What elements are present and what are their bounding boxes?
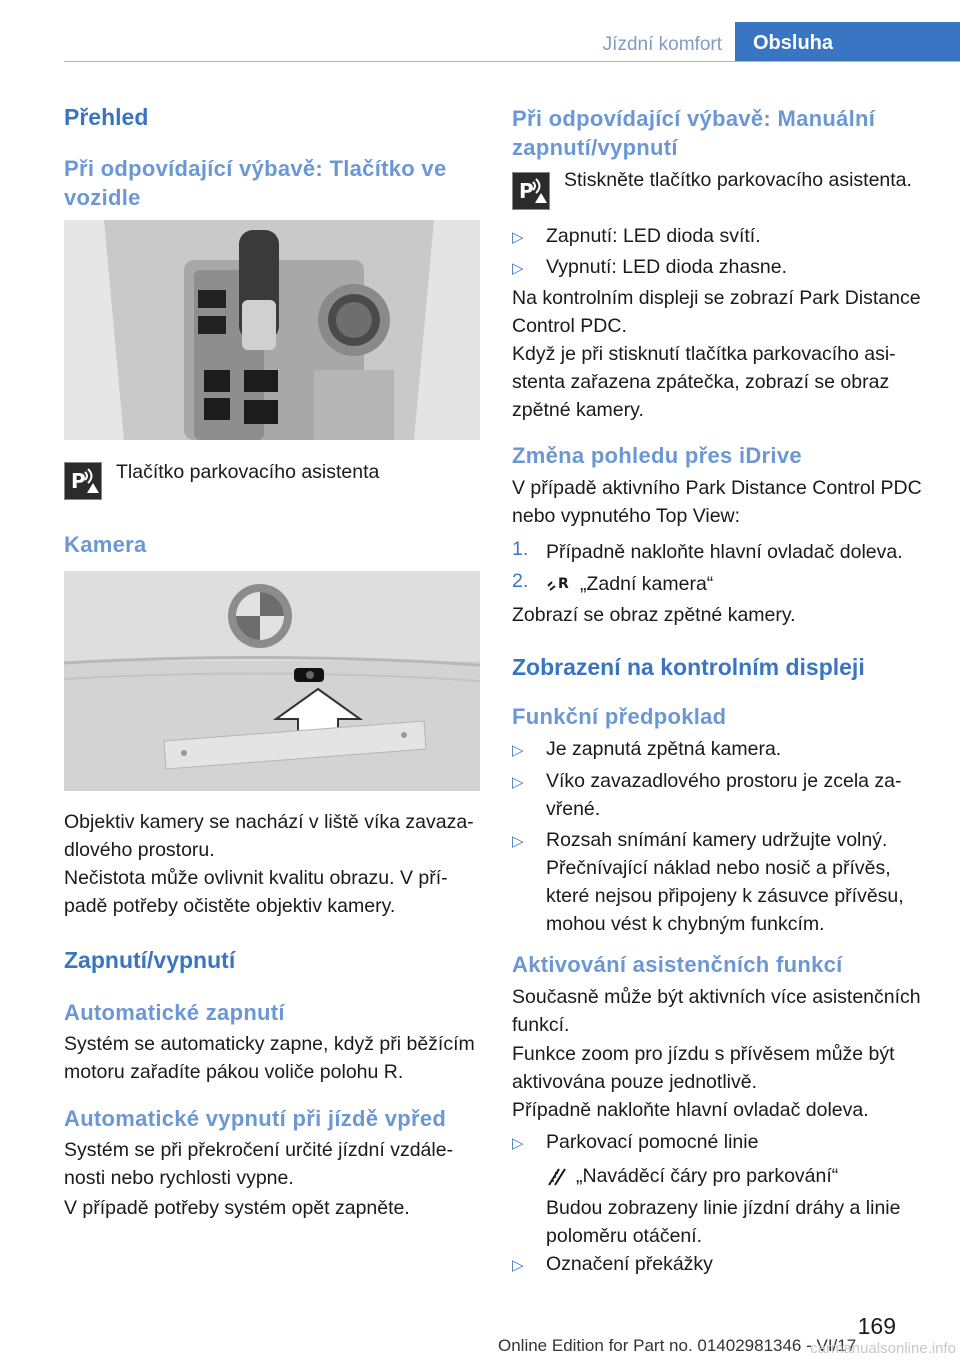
section-tab: Jízdní komfort xyxy=(602,34,722,55)
zoom-paragraph: Funkce zoom pro jízdu s přívěsem může být aktivována pouze jednotlivě. xyxy=(512,1043,895,1093)
heading-zapnuti: Zapnutí/vypnutí xyxy=(64,947,236,973)
auto-zapnuti-paragraph: Systém se automaticky zapne, když při běžícím motoru zařadíte pákou voliče polohu R. xyxy=(64,1033,475,1083)
bullet-triangle-icon: ▷ xyxy=(512,1257,524,1274)
kamera-paragraph-2: Nečistota může ovlivnit kvalitu obrazu. V pří-padě potřeby očistěte objektiv kamery. xyxy=(64,867,448,917)
heading-aktivovani: Aktivování asistenčních funkcí xyxy=(512,952,843,977)
park-assist-icon xyxy=(64,462,102,500)
header-rule xyxy=(64,61,960,62)
heading-auto-zapnuti: Automatické zapnutí xyxy=(64,1000,285,1025)
auto-vypnuti-paragraph-1: Systém se při překročení určité jízdní vzdále-nosti nebo rychlosti vypne. xyxy=(64,1139,454,1189)
step-item: „Zadní kamera“ xyxy=(580,573,714,595)
zmena-paragraph: V případě aktivního Park Distance Control PDC nebo vypnutého Top View: xyxy=(512,477,922,527)
park-assist-icon xyxy=(512,172,550,210)
item-oznaceni: Označení překážky xyxy=(546,1253,713,1275)
svg-text:R: R xyxy=(558,576,569,592)
heading-prehled: Přehled xyxy=(64,104,149,130)
heading-tlacitko: Při odpovídající výbavě: Tlačítko ve vozidle xyxy=(64,156,447,210)
heading-zmena: Změna pohledu přes iDrive xyxy=(512,443,802,468)
item-parkovaci: Parkovací pomocné linie xyxy=(546,1131,759,1153)
funkcni-item: Je zapnutá zpětná kamera. xyxy=(546,738,782,760)
step-number: 1. xyxy=(512,538,529,560)
zobrazi-paragraph: Zobrazí se obraz zpětné kamery. xyxy=(512,604,796,626)
heading-auto-vypnuti: Automatické vypnutí při jízdě vpřed xyxy=(64,1106,447,1131)
edition-line: Online Edition for Part no. 01402981346 - VI/17 xyxy=(498,1336,857,1355)
page-number: 169 xyxy=(857,1313,896,1339)
heading-manual: Při odpovídající výbavě: Manuální zapnutí/vypnutí xyxy=(512,106,876,160)
funkcni-item: Rozsah snímání kamery udržujte volný. Přečnívající náklad nebo nosič a přívěs, které nejsou připojeny k zásuvce přívěsu, mohou vést k chybným funkcím. xyxy=(546,829,904,935)
manual-item: Zapnutí: LED dioda svítí. xyxy=(546,225,761,247)
icon-caption: Tlačítko parkovacího asistenta xyxy=(116,461,380,483)
bullet-triangle-icon: ▷ xyxy=(512,774,524,791)
bullet-triangle-icon: ▷ xyxy=(512,1135,524,1152)
manual-item: Vypnutí: LED dioda zhasne. xyxy=(546,256,788,278)
watermark: carmanualsonline.info xyxy=(810,1340,956,1357)
manual-instruction: Stiskněte tlačítko parkovacího asistenta. xyxy=(564,169,912,191)
sub-navadeci: „Naváděcí čáry pro parkování“ xyxy=(576,1165,839,1187)
rear-camera-icon xyxy=(546,572,572,596)
camera-photo xyxy=(64,571,480,791)
sub-budou: Budou zobrazeny linie jízdní dráhy a linie poloměru otáčení. xyxy=(546,1197,901,1247)
svg-text:P: P xyxy=(71,469,86,493)
soucasne-paragraph: Současně může být aktivních více asistenčních funkcí. xyxy=(512,986,921,1036)
svg-text:P: P xyxy=(519,179,534,203)
guide-lines-icon xyxy=(546,1164,570,1188)
pripadne-paragraph: Případně nakloňte hlavní ovladač doleva. xyxy=(512,1099,869,1121)
kamera-paragraph-1: Objektiv kamery se nachází v liště víka zavaza-dlového prostoru. xyxy=(64,811,474,861)
step-item: Případně nakloňte hlavní ovladač doleva. xyxy=(546,541,903,563)
step-number: 2. xyxy=(512,570,529,592)
bullet-triangle-icon: ▷ xyxy=(512,260,524,277)
chapter-tab: Obsluha xyxy=(735,22,960,62)
bullet-triangle-icon: ▷ xyxy=(512,229,524,246)
funkcni-item: Víko zavazadlového prostoru je zcela za-vřené. xyxy=(546,770,902,820)
pdc-paragraph: Na kontrolním displeji se zobrazí Park Distance Control PDC. xyxy=(512,287,921,337)
auto-vypnuti-paragraph-2: V případě potřeby systém opět zapněte. xyxy=(64,1197,410,1219)
bullet-triangle-icon: ▷ xyxy=(512,833,524,850)
heading-kamera: Kamera xyxy=(64,532,147,557)
heading-funkcni: Funkční předpoklad xyxy=(512,704,727,729)
heading-zobrazeni: Zobrazení na kontrolním displeji xyxy=(512,654,865,680)
bullet-triangle-icon: ▷ xyxy=(512,742,524,759)
console-photo xyxy=(64,220,480,440)
zpatecka-paragraph: Když je při stisknutí tlačítka parkovacího asi-stenta zařazena zpátečka, zobrazí se obraz zpětné kamery. xyxy=(512,343,896,421)
